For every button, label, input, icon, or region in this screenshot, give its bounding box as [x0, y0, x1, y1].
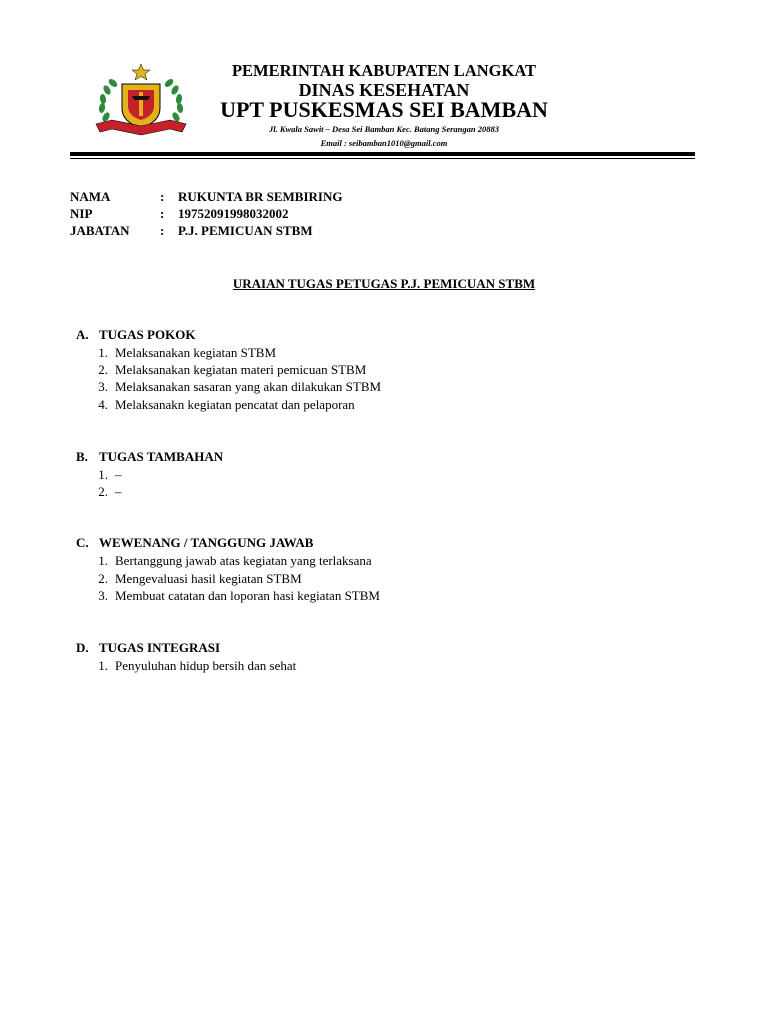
section-letter: D.	[76, 640, 89, 655]
department-name: DINAS KESEHATAN	[298, 80, 470, 100]
address: Jl. Kwala Sawit – Desa Sei Bamban Kec. Batang Serangan 20883	[268, 124, 499, 134]
item-number: 1.	[98, 658, 108, 673]
section-title: TUGAS POKOK	[99, 327, 196, 342]
section-title: TUGAS TAMBAHAN	[99, 449, 224, 464]
letterhead-divider-thin	[70, 158, 695, 159]
document-title: URAIAN TUGAS PETUGAS P.J. PEMICUAN STBM	[232, 276, 536, 291]
item-number: 4.	[98, 397, 108, 412]
item-text: –	[115, 484, 122, 499]
identity-value: P.J. PEMICUAN STBM	[178, 223, 313, 238]
item-text: Bertanggung jawab atas kegiatan yang terlaksana	[115, 553, 372, 568]
item-number: 1.	[98, 345, 108, 360]
item-number: 3.	[98, 379, 108, 394]
item-text: Melaksanakan kegiatan STBM	[115, 345, 277, 360]
section-title: TUGAS INTEGRASI	[99, 640, 221, 655]
item-text: –	[115, 467, 122, 482]
email: Email : seibamban1010@gmail.com	[320, 138, 448, 148]
item-number: 3.	[98, 588, 108, 603]
letterhead-divider-thick	[70, 152, 695, 156]
identity-value: 19752091998032002	[178, 206, 289, 221]
item-number: 2.	[98, 571, 108, 586]
identity-value: RUKUNTA BR SEMBIRING	[178, 189, 343, 204]
identity-colon: :	[160, 189, 165, 204]
item-number: 2.	[98, 484, 108, 499]
item-number: 1.	[98, 553, 108, 568]
identity-key: NIP	[70, 206, 93, 221]
item-text: Penyuluhan hidup bersih dan sehat	[115, 658, 297, 673]
section-letter: C.	[76, 535, 89, 550]
identity-key: JABATAN	[70, 223, 130, 238]
section-title: WEWENANG / TANGGUNG JAWAB	[99, 535, 314, 550]
item-text: Melaksanakn kegiatan pencatat dan pelaporan	[115, 397, 355, 412]
item-text: Melaksanakan kegiatan materi pemicuan STBM	[115, 362, 367, 377]
item-text: Melaksanakan sasaran yang akan dilakukan STBM	[115, 379, 382, 394]
item-text: Mengevaluasi hasil kegiatan STBM	[115, 571, 302, 586]
item-text: Membuat catatan dan loporan hasi kegiatan STBM	[115, 588, 380, 603]
government-name: PEMERINTAH KABUPATEN LANGKAT	[231, 61, 537, 80]
identity-key: NAMA	[70, 189, 111, 204]
institution-name: UPT PUSKESMAS SEI BAMBAN	[220, 97, 548, 122]
identity-colon: :	[160, 223, 165, 238]
section-letter: B.	[76, 449, 88, 464]
item-number: 1.	[98, 467, 108, 482]
identity-colon: :	[160, 206, 165, 221]
item-number: 2.	[98, 362, 108, 377]
section-letter: A.	[76, 327, 89, 342]
